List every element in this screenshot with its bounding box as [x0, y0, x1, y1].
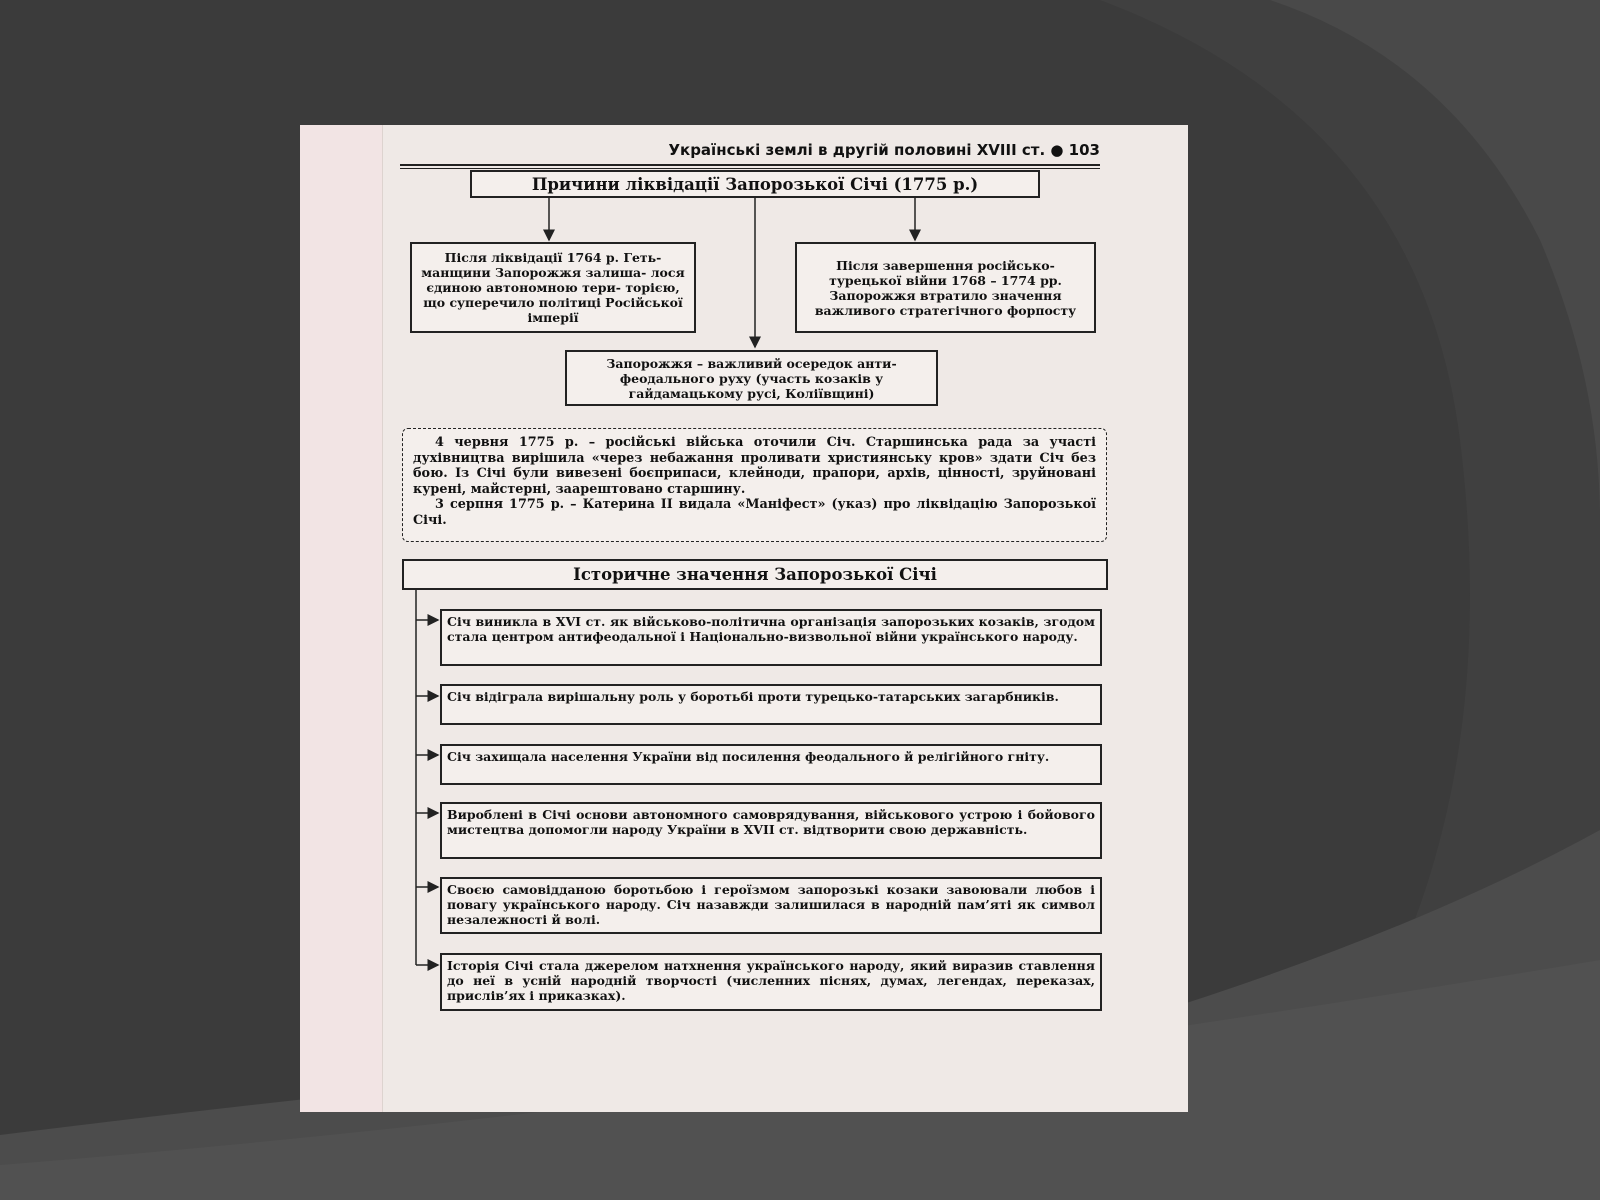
page-header: Українські землі в другій половині XVIII ст. ● 103	[668, 141, 1100, 159]
events-box	[402, 428, 1107, 542]
textbook-page	[300, 125, 1188, 1112]
significance-item-2: Січ відіграла вирішальну роль у боротьбі проти турецько-татарських загарбників.	[440, 684, 1102, 725]
event-date-1: 4 червня 1775 р.	[435, 435, 579, 450]
significance-item-1: Січ виникла в XVI ст. як військово-політична організація запорозьких козаків, згодом стала центром антифеодальної і Національно-визвольної війни українського народу.	[440, 609, 1102, 666]
significance-item-4: Вироблені в Січі основи автономного самоврядування, військового устрою і бойового мистецтва допомогли народу України в XVII ст. відтворити свою державність.	[440, 802, 1102, 859]
header-rule	[400, 164, 1100, 166]
event-text-2: – Катерина II видала «Маніфест» (указ) про ліквідацію Запорозької Січі.	[413, 497, 1097, 528]
significance-item-3: Січ захищала населення України від посилення феодального й релігійного гніту.	[440, 744, 1102, 785]
significance-title: Історичне значення Запорозької Січі	[402, 559, 1108, 590]
header-rule-thin	[400, 168, 1100, 169]
causes-title: Причини ліквідації Запорозької Січі (1775 р.)	[470, 170, 1040, 198]
significance-item-5: Своєю самовідданою боротьбою і героїзмом запорозькі козаки завоювали любов і повагу українського народу. Січ назавжди залишилася в народній пам’яті як символ незалежності й волі.	[440, 877, 1102, 934]
cause-box-right: Після завершення російсько- турецької війни 1768 – 1774 рр. Запорожжя втратило значення важливого стратегічного форпосту	[795, 242, 1096, 333]
significance-item-6: Історія Січі стала джерелом натхнення українського народу, який виразив ставлення до неї в усній народній творчості (численних піснях, думах, легендах, переказах, прислів’ях і приказках).	[440, 953, 1102, 1011]
event-text-1: – російські війська оточили Січ. Старшинська рада за участі духівництва вирішила «через небажання проливати християнську кров» здати Січ без бою. Із Січі були вивезені боєприпаси, клейноди, прапори, архів, цінності, зруйновані курені, майстерні, заарештовано старшину.	[413, 435, 1096, 497]
page-fold-line	[382, 125, 383, 1112]
cause-box-left: Після ліквідації 1764 р. Геть- манщини Запорожжя залиша- лося єдиною автономною тери- торією, що суперечило політиці Російської імперії	[410, 242, 696, 333]
page-margin	[300, 125, 382, 1112]
event-date-2: 3 серпня 1775 р.	[435, 497, 565, 513]
cause-box-center: Запорожжя – важливий осередок анти- феодального руху (участь козаків у гайдамацькому русі, Коліївщині)	[565, 350, 938, 406]
